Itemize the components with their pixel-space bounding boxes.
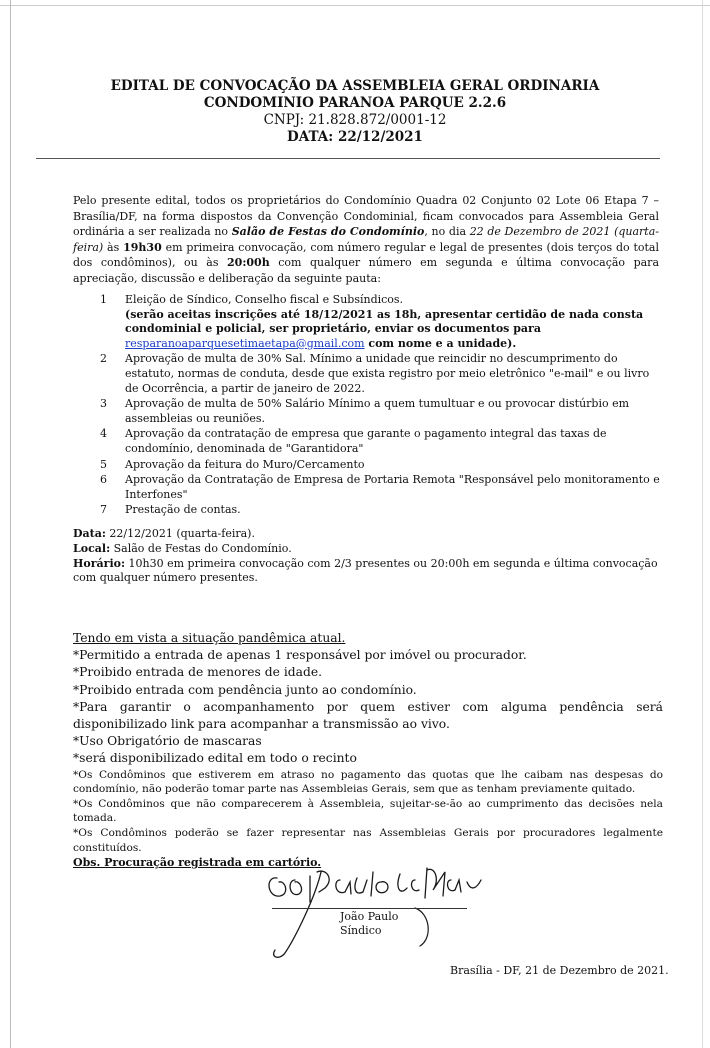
header-divider bbox=[36, 158, 660, 159]
note-small: *Os Condôminos poderão se fazer representar nas Assembleias Gerais por procuradores legalmente constituídos. bbox=[73, 827, 663, 854]
agenda-list bbox=[100, 293, 660, 519]
signature-flourish bbox=[415, 908, 428, 946]
agenda-text: Eleição de Síndico, Conselho fiscal e Subsíndicos. bbox=[125, 293, 404, 306]
agenda-number: 3 bbox=[100, 397, 107, 411]
page-edge-left bbox=[10, 0, 11, 1048]
note-item: *Proibido entrada com pendência junto ao condomínio. bbox=[73, 682, 417, 697]
agenda-item-2 bbox=[100, 352, 660, 396]
intro-text-1: Pelo presente edital, todos os proprietários do Condomínio Quadra 02 Conjunto 02 Lote 06 Etapa 7 – Brasília/DF, na forma dispostos da Convenção Condominial, ficam convocados para Assembleia Geral ordinária a ser realizada no bbox=[73, 194, 659, 239]
obs-note: Obs. Procuração registrada em cartório. bbox=[73, 856, 322, 870]
agenda-item-6 bbox=[100, 473, 660, 502]
agenda-number: 2 bbox=[100, 352, 107, 366]
header-condominium: CONDOMINIO PARANOA PARQUE 2.2.6 bbox=[203, 95, 507, 111]
intro-venue: Salão de Festas do Condomínio bbox=[231, 225, 425, 239]
agenda-text: Aprovação de multa de 50% Salário Mínimo a quem tumultuar e ou provocar distúrbio em assembleias ou reuniões. bbox=[125, 397, 630, 425]
document-header bbox=[40, 78, 670, 146]
intro-paragraph bbox=[73, 193, 659, 287]
note-item: *será disponibilizado edital em todo o recinto bbox=[73, 751, 357, 766]
agenda-text: Aprovação de multa de 30% Sal. Mínimo a unidade que reincidir no descumprimento do estatuto, normas de conduta, desde que exista registro por meio eletrônico "e-mail" e ou livro de Ocorrência, a partir de janeiro de 2022. bbox=[125, 352, 650, 395]
intro-text-5: com qualquer número em segunda e última convocação para apreciação, discussão e deliberação da seguinte pauta: bbox=[73, 256, 659, 285]
agenda-number: 5 bbox=[100, 457, 107, 471]
page-edge-right bbox=[702, 0, 703, 1048]
agenda-item-4 bbox=[100, 427, 660, 456]
page-edge-top bbox=[0, 5, 710, 6]
agenda-item-1 bbox=[100, 293, 660, 351]
agenda-item-5 bbox=[100, 458, 660, 473]
email-link[interactable]: resparanoaparquesetimaetapa@gmail.com bbox=[125, 336, 365, 350]
agenda-number: 6 bbox=[100, 473, 107, 487]
intro-day: 22 de Dezembro de 2021 (quarta-feira) bbox=[73, 225, 659, 254]
note-item: *Proibido entrada de menores de idade. bbox=[73, 665, 323, 680]
signature-line bbox=[272, 908, 467, 909]
info-place: Local: Salão de Festas do Condomínio. bbox=[73, 541, 292, 555]
agenda-item-7 bbox=[100, 503, 660, 518]
agenda-note: (serão aceitas inscrições até 18/12/2021 as 18h, apresentar certidão de nada consta condominial e policial, ser proprietário, enviar os documentos para bbox=[125, 307, 644, 336]
note-item: *Uso Obrigatório de mascaras bbox=[73, 734, 262, 749]
agenda-text: Prestação de contas. bbox=[125, 503, 241, 517]
info-date: Data: 22/12/2021 (quarta-feira). bbox=[73, 527, 255, 540]
intro-time-2: 20:00h bbox=[227, 256, 270, 270]
agenda-item-3 bbox=[100, 397, 660, 426]
intro-text-4: em primeira convocação, com número regular e legal de presentes (dois terços do total dos condôminos), ou às bbox=[73, 240, 659, 270]
note-item: *Permitido a entrada de apenas 1 responsável por imóvel ou procurador. bbox=[73, 648, 527, 663]
header-title: EDITAL DE CONVOCAÇÃO DA ASSEMBLEIA GERAL ORDINARIA bbox=[110, 78, 600, 94]
agenda-number: 4 bbox=[100, 427, 107, 441]
signatory bbox=[340, 910, 398, 938]
notes-title: Tendo em vista a situação pandêmica atual. bbox=[73, 631, 346, 645]
pandemic-notes bbox=[73, 630, 663, 870]
header-cnpj: CNPJ: 21.828.872/0001-12 bbox=[263, 112, 447, 128]
signatory-role: Síndico bbox=[340, 924, 382, 937]
note-small: *Os Condôminos que estiverem em atraso no pagamento das quotas que lhe caibam nas despesas do condomínio, não poderão tomar parte nas Assembleias Gerais, sem que as tenham previamente quitado. bbox=[73, 768, 663, 796]
agenda-number: 7 bbox=[100, 503, 107, 517]
header-date: DATA: 22/12/2021 bbox=[287, 129, 423, 145]
meeting-info bbox=[73, 527, 663, 586]
agenda-note-end: com nome e a unidade). bbox=[364, 336, 517, 350]
note-small: *Os Condôminos que não comparecerem à Assembleia, sujeitar-se-ão ao cumprimento das decisões nela tomada. bbox=[73, 797, 663, 825]
intro-text-3: às bbox=[103, 240, 124, 254]
intro-time-1: 19h30 bbox=[123, 240, 162, 254]
agenda-text: Aprovação da Contratação de Empresa de Portaria Remota "Responsável pelo monitoramento e Interfones" bbox=[125, 473, 660, 501]
agenda-text: Aprovação da feitura do Muro/Cercamento bbox=[125, 457, 365, 471]
intro-text-2: , no dia bbox=[424, 225, 470, 239]
place-and-date: Brasília - DF, 21 de Dezembro de 2021. bbox=[450, 964, 669, 977]
signatory-name: João Paulo bbox=[340, 910, 399, 923]
info-time: Horário: 10h30 em primeira convocação com 2/3 presentes ou 20:00h em segunda e última convocação com qualquer número presentes. bbox=[73, 556, 658, 585]
note-item: *Para garantir o acompanhamento por quem estiver com alguma pendência será disponibilizado link para acompanhar a transmissão ao vivo. bbox=[73, 699, 663, 732]
agenda-number: 1 bbox=[100, 293, 107, 306]
agenda-text: Aprovação da contratação de empresa que garante o pagamento integral das taxas de condomínio, denominada de "Garantidora" bbox=[125, 427, 607, 455]
